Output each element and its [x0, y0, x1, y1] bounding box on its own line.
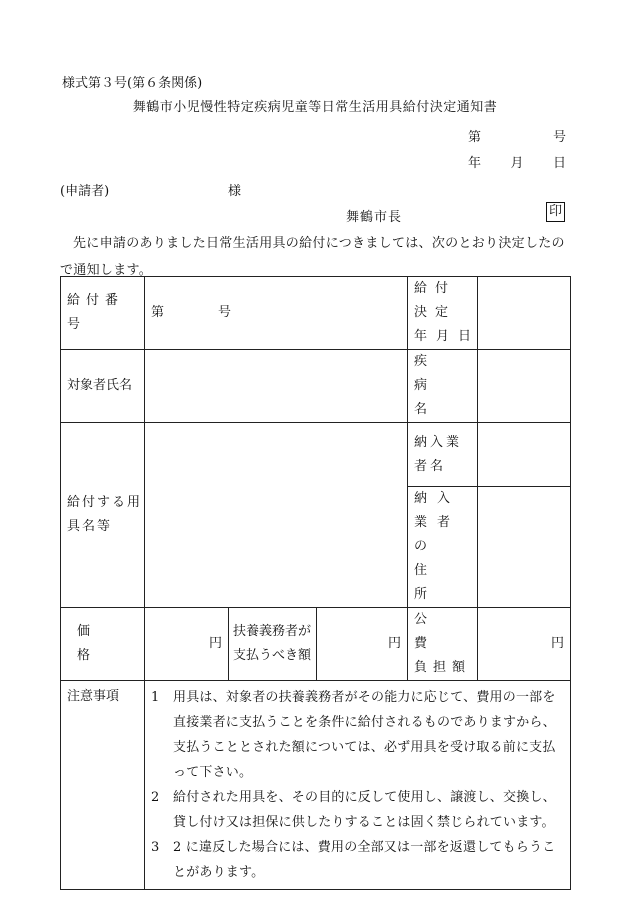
decision-date-ymd: 年 月 日: [414, 329, 471, 344]
row-items-vendor: [61, 423, 571, 487]
price-value[interactable]: 円: [145, 608, 229, 681]
price-label-cell: [61, 608, 145, 681]
public-label-cell: [408, 608, 478, 681]
subject-name-label: 対象者氏名: [67, 378, 133, 393]
mayor-name: 舞鶴市長: [346, 210, 403, 225]
vendor-address-value[interactable]: [478, 487, 571, 608]
subject-name-value[interactable]: [145, 350, 408, 423]
notes-list: [145, 681, 571, 890]
document-title: 舞鶴市小児慢性特定疾病児童等日常生活用具給付決定通知書: [132, 100, 498, 115]
vendor-address-label-cell: [408, 487, 478, 608]
date-year: 年: [468, 156, 482, 171]
benefit-number-label-text: 給付番号: [67, 293, 125, 332]
number-prefix: 第: [468, 130, 482, 145]
items-label-line1: 給付する用: [67, 495, 143, 510]
decision-date-label-cell: [408, 277, 478, 350]
benefit-number-prefix: 第: [151, 305, 165, 320]
notes-label-cell: [61, 681, 145, 890]
items-label-line2: 具名等: [67, 519, 113, 534]
seal-mark: 印: [546, 202, 565, 222]
vendor-name-label-cell: [408, 423, 478, 487]
note-item: 2 給付された用具を、その目的に反して使用し、譲渡し、交換し、貸し付け又は担保に供したりすることは固く禁じられています。: [151, 790, 556, 830]
row-notes: [61, 681, 571, 890]
document-number: [468, 126, 566, 145]
date-day: 日: [552, 156, 566, 171]
vendor-address-line1: 納入業者: [414, 491, 461, 530]
form-number: 様式第３号(第６条関係): [62, 76, 203, 91]
honorific: 様: [228, 184, 242, 199]
decision-table: [60, 276, 571, 890]
intro-text: 先に申請のありました日常生活用具の給付につきましては、次のとおり決定したので通知します。: [60, 236, 565, 278]
note-item: 3 2 に違反した場合には、費用の全部又は一部を返還してもらうことがあります。: [151, 840, 556, 880]
row-benefit-number: [61, 277, 571, 350]
date-month: 月: [510, 156, 524, 171]
disease-value[interactable]: [478, 350, 571, 423]
note-item: 1 用具は、対象者の扶養義務者がその能力に応じて、費用の一部を直接業者に支払うことを条件に給付されるものでありますから、支払うこととされた額については、必ず用具を受け取る前に支払って下さい。: [151, 690, 556, 780]
benefit-number-value[interactable]: [145, 277, 408, 350]
document-date: [468, 152, 566, 171]
disease-label-cell: [408, 350, 478, 423]
disease-label: 疾病名: [414, 354, 444, 417]
guardian-pay-line2: 支払うべき額: [233, 648, 312, 663]
benefit-number-suffix: 号: [217, 305, 231, 320]
subject-name-label-cell: [61, 350, 145, 423]
benefit-number-label-cell: [61, 277, 145, 350]
vendor-name-value[interactable]: [478, 423, 571, 487]
guardian-pay-label-cell: [229, 608, 317, 681]
applicant-label: (申請者): [60, 184, 110, 199]
row-price: [61, 608, 571, 681]
number-suffix: 号: [552, 130, 566, 145]
decision-date-label: 給付決定: [414, 281, 457, 320]
decision-date-value[interactable]: [478, 277, 571, 350]
row-subject: [61, 350, 571, 423]
guardian-pay-value[interactable]: 円: [317, 608, 408, 681]
items-value[interactable]: [145, 423, 408, 608]
vendor-name-label: 納入業者名: [414, 434, 463, 474]
price-label: 価格: [77, 624, 113, 663]
public-value[interactable]: 円: [478, 608, 571, 681]
public-line2: 負担額: [414, 660, 472, 675]
guardian-pay-line1: 扶養義務者が: [233, 624, 312, 639]
vendor-address-line2: の住所: [414, 539, 444, 602]
notes-label: 注意事項: [67, 689, 120, 704]
benefit-number-label: [61, 289, 144, 337]
items-label-cell: [61, 423, 145, 608]
public-line1: 公費: [414, 612, 450, 651]
